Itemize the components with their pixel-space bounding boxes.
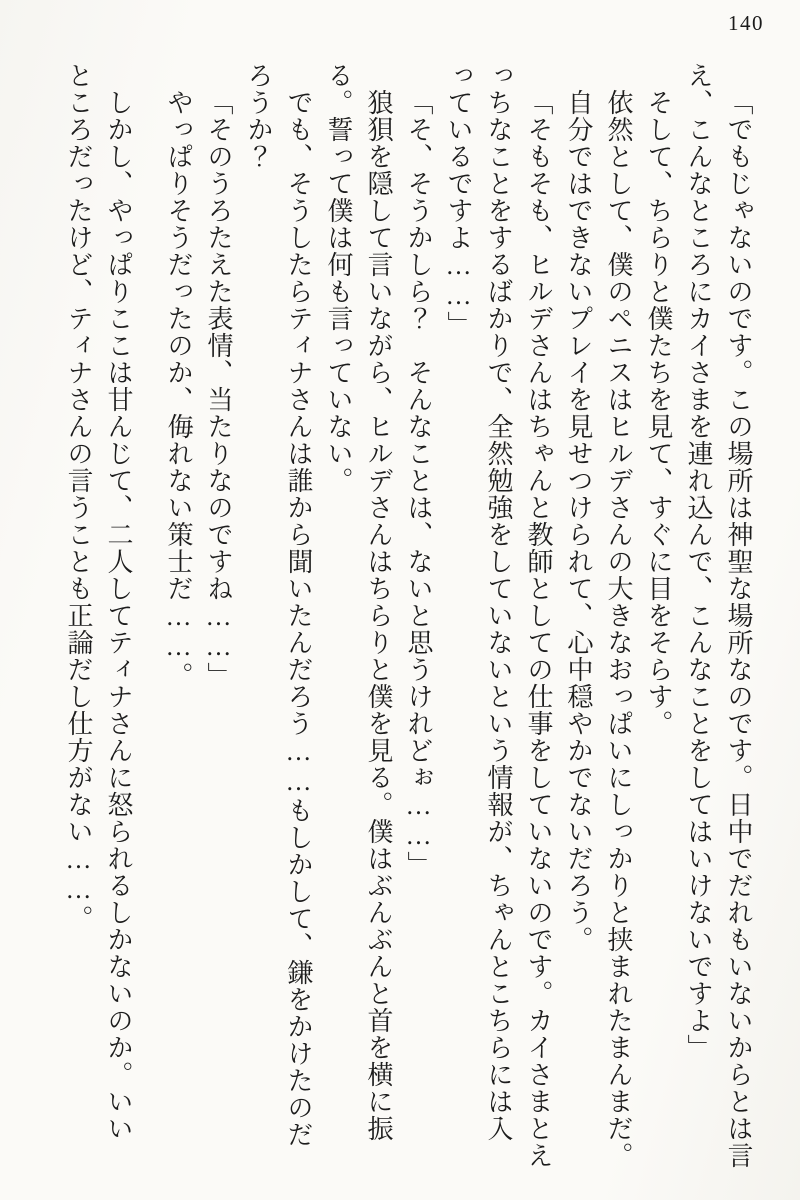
text-column: る。誓って僕は何も言っていない。 xyxy=(324,62,353,494)
page-number: 140 xyxy=(728,11,764,35)
text-column: え、こんなところにカイさまを連れ込んで、こんなことをしてはいけないですよ」 xyxy=(684,62,713,1061)
text-column: 依然として、僕のペニスはヒルデさんの大きなおっぱいにしっかりと挟まれたまんまだ。 xyxy=(604,89,633,1169)
body-text xyxy=(58,62,758,1174)
text-column: ろうか？ xyxy=(244,62,273,170)
text-column: っちなことをするばかりで、全然勉強をしていないという情報が、ちゃんとこちらには入 xyxy=(484,62,513,1142)
text-column: ところだったけど、ティナさんの言うことも正論だし仕方がない……。 xyxy=(64,62,93,932)
text-column: 「そもそも、ヒルデさんはちゃんと教師としての仕事をしていないのです。カイさまとえ xyxy=(524,89,553,1169)
text-column: やっぱりそうだったのか、侮れない策士だ……。 xyxy=(164,89,193,689)
text-column: 狼狽を隠して言いながら、ヒルデさんはちらりと僕を見る。僕はぶんぶんと首を横に振 xyxy=(364,89,393,1142)
text-column: でも、そうしたらティナさんは誰から聞いたんだろう……もしかして、鎌をかけたのだ xyxy=(284,89,313,1148)
text-column: っているですよ……」 xyxy=(444,62,473,338)
text-column: 自分ではできないプレイを見せつけられて、心中穏やかでないだろう。 xyxy=(564,89,593,953)
text-column: そして、ちらりと僕たちを見て、すぐに目をそらす。 xyxy=(644,89,673,737)
text-column: しかし、やっぱりここは甘んじて、二人してティナさんに怒られるしかないのか。いい xyxy=(104,89,133,1142)
text-column: 「そ、そうかしら？ そんなことは、ないと思うけれどぉ……」 xyxy=(404,89,433,878)
text-column: 「そのうろたえた表情、当たりなのですね……」 xyxy=(204,89,233,689)
text-column: 「でもじゃないのです。この場所は神聖な場所なのです。日中でだれもいないからとは言 xyxy=(724,89,753,1169)
